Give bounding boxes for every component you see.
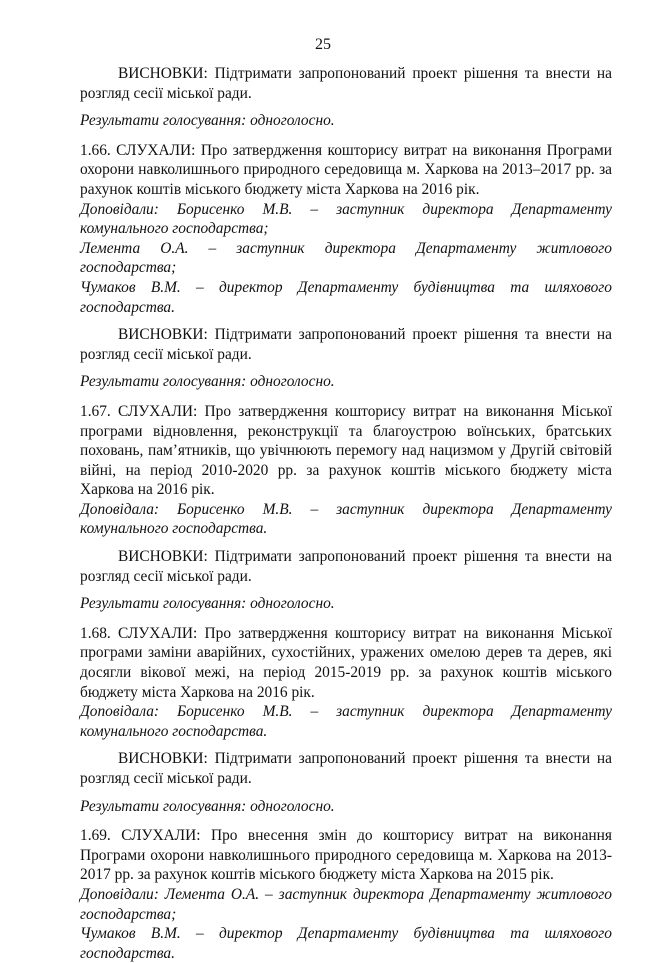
speaker-line: Доповідала: Борисенко М.В. – заступник директора Департаменту комунального господарства.: [80, 703, 612, 740]
speaker-line: Доповідали: Борисенко М.В. – заступник директора Департаменту комунального господарства;: [80, 200, 612, 238]
heard-paragraph: 1.66. СЛУХАЛИ: Про затвердження кошторису витрат на виконання Програми охорони навколишнього природного середовища м. Харкова на 2013–2017 рр. за рахунок коштів міського бюджету міста Харкова на 2016 рік.: [80, 141, 612, 198]
conclusion-paragraph: ВИСНОВКИ: Підтримати запропонований проект рішення та внести на розгляд сесії міської ради.: [80, 326, 612, 363]
conclusion-paragraph: ВИСНОВКИ: Підтримати запропонований проект рішення та внести на розгляд сесії міської ради.: [80, 750, 612, 787]
vote-result: Результати голосування: одноголосно.: [80, 112, 335, 130]
heard-paragraph: 1.68. СЛУХАЛИ: Про затвердження кошторису витрат на виконання Міської програми заміни аварійних, сухостійних, уражених омелою дерев та дерев, які досягли вікової межі, на період 2015-2019 рр. за рахунок коштів міського бюджету міста Харкова на 2016 рік.: [80, 624, 612, 701]
speaker-line: Доповідала: Борисенко М.В. – заступник директора Департаменту комунального господарства.: [80, 500, 612, 538]
vote-result: Результати голосування: одноголосно.: [80, 373, 335, 391]
agenda-item-1-67: [80, 402, 612, 614]
conclusion-paragraph: ВИСНОВКИ: Підтримати запропонований проект рішення та внести на розгляд сесії міської ради.: [80, 548, 612, 585]
document-body: [80, 64, 612, 963]
speaker-line: Доповідали: Лемента О.А. – заступник директора Департаменту житлового господарства;: [80, 885, 612, 923]
page-number: 25: [315, 36, 331, 53]
agenda-item-1-68: [80, 624, 612, 816]
speaker-line: Лемента О.А. – заступник директора Департаменту житлового господарства;: [80, 239, 612, 277]
agenda-item-1-66: [80, 141, 612, 392]
conclusion-paragraph: ВИСНОВКИ: Підтримати запропонований проект рішення та внести на розгляд сесії міської ради.: [80, 65, 612, 102]
agenda-item-1-69: [80, 826, 612, 963]
speaker-line: Чумаков В.М. – директор Департаменту будівництва та шляхового господарства.: [80, 925, 612, 962]
speaker-line: Чумаков В.М. – директор Департаменту будівництва та шляхового господарства.: [80, 278, 612, 316]
heard-paragraph: 1.69. СЛУХАЛИ: Про внесення змін до кошторису витрат на виконання Програми охорони навколишнього природного середовища м. Харкова на 2013-2017 рр. за рахунок коштів міського бюджету міста Харкова на 2015 рік.: [80, 827, 612, 884]
vote-result: Результати голосування: одноголосно.: [80, 797, 335, 815]
heard-paragraph: 1.67. СЛУХАЛИ: Про затвердження кошторису витрат на виконання Міської програми відновлення, реконструкції та благоустрою воїнських, братських поховань, пам’ятників, що увічнюють перемогу над нацизмом у Другій світовій війні, на період 2010-2020 рр. за рахунок коштів міського бюджету міста Харкова на 2016 рік.: [80, 402, 612, 499]
vote-result: Результати голосування: одноголосно.: [80, 595, 335, 613]
